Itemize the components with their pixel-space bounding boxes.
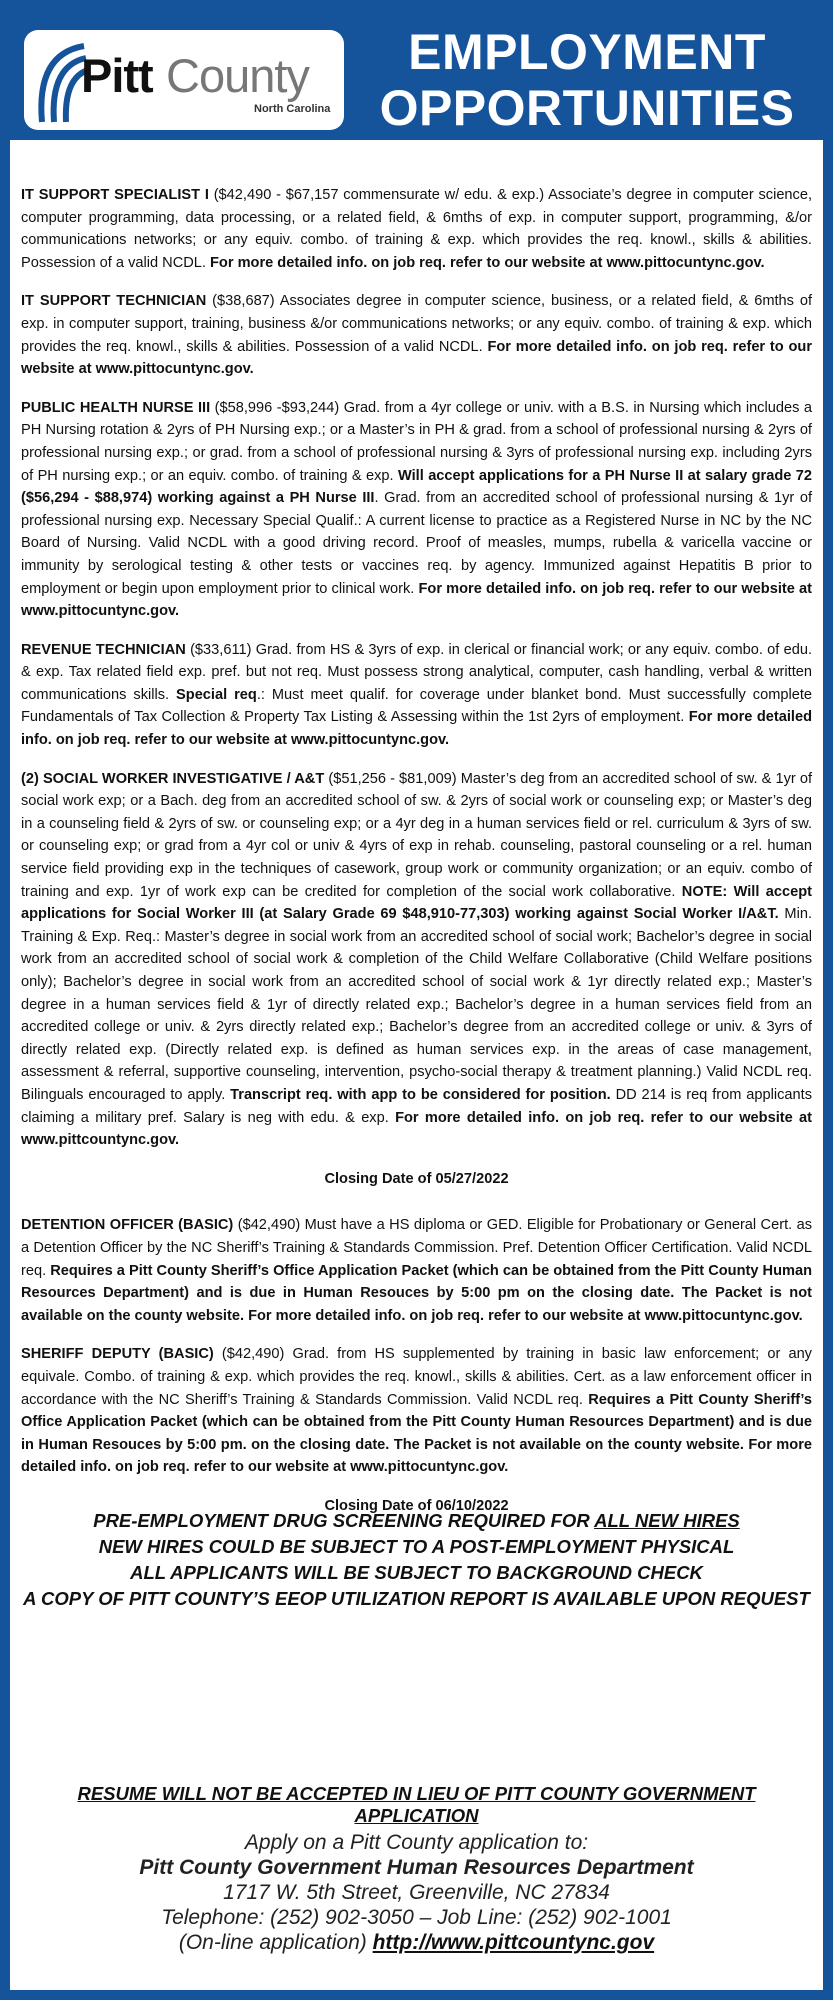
job-it-support-specialist (21, 184, 812, 274)
job-description-3: DD 214 is req from applicants claiming a military pref. Salary is neg with edu. & exp. (21, 1086, 812, 1126)
job-description: Master’s deg from an accredited school of sw. & 1yr of social work exp; or a Bach. deg from an accredited school of sw. & 2yrs of social work or counseling exp; or Master’s deg in a counseling field & 2yrs of sw. or counseling exp; or a 4yr deg in a human services field or rel. curriculum & 3yrs of sw. or counseling exp; or grad from a 4yr col or univ & 4yrs of exp in rehab. counseling, pastoral counseling or a rel. human service field providing exp in the techniques of casework, group work or community organization; or an equiv. combo of training and exp. 1yr of work exp can be credited for completion of the social work collaborative. (21, 770, 812, 900)
job-description-2: . Grad. from an accredited school of professional nursing & 1yr of professional nursing exp. Necessary Special Qualif.: A current license to practice as a Registered Nurse in NC by the NC Board of Nursing. Valid NCDL with a good driving record. Proof of measles, mumps, rubella & varicella vaccine or immunity by serological testing & other tests or vaccines req. by agency. Immunized against Hepatitis B prior to employment or begin upon employment prior to clinical work. (21, 490, 813, 597)
job-description-2: Min. Training & Exp. Req.: Master’s degree in social work from an accredited school of social work; Bachelor’s degree in social work from an accredited school of social work & completion of the Child Welfare Collaborative (Child Welfare positions only); Bachelor’s degree in social work from an accredited school of social work & 1yr directly related exp.; Master’s degree in a human services field & 1yr of directly related exp.; Bachelor’s degree in a human services field from an accredited college or univ. & 2yrs directly related exp.; Bachelor’s degree from an accredited college or univ. & 3yrs of directly related exp. (Directly related exp. is defined as human services exp. in the areas of case management, assessment & referral, supportive counseling, intervention, psycho-social therapy & treatment planning.) Valid NCDL req. Bilinguals encouraged to apply. (21, 906, 812, 1103)
notice-text: PRE-EMPLOYMENT DRUG SCREENING REQUIRED FOR (93, 1510, 595, 1531)
job-title: REVENUE TECHNICIAN (21, 641, 186, 658)
job-salary: ($58,996 -$93,244) (210, 399, 340, 416)
job-more-info: For more detailed info. on job req. refer to our website at www.pittocuntync.gov. (21, 338, 813, 378)
pitt-county-logo (24, 30, 344, 130)
job-description: Grad. from a 4yr college or univ. with a B.S. in Nursing which includes a PH Nursing rotation & 2yrs of PH Nursing exp.; or a Master’s in PH & grad. from a school of professional nursing & 2yrs of professional nursing exp.; or grad. from a school of professional nursing & 3yrs of professional nursing exp. including 2yrs of PH nursing exp.; or an equiv. combo. of training & exp. (21, 399, 812, 484)
job-salary: ($42,490 - $67,157 commensurate w/ edu. & exp.) (208, 187, 545, 203)
notice-background-check: ALL APPLICANTS WILL BE SUBJECT TO BACKGROUND CHECK (130, 1562, 703, 1583)
notice-drug-screening (21, 1508, 812, 1534)
logo-pitt-text: Pitt (81, 49, 153, 102)
title-line-2: OPPORTUNITIES (379, 80, 795, 136)
notice-physical: NEW HIRES COULD BE SUBJECT TO A POST-EMPLOYMENT PHYSICAL (98, 1536, 735, 1557)
job-more-info: For more detailed info. on job req. refer to our website at www.pittocuntync.gov. (21, 709, 812, 749)
page-header (0, 0, 833, 140)
job-listings (21, 184, 812, 1541)
job-more-info: For more detailed info. on job req. refer to our website at www.pittcountync.gov. (21, 1109, 812, 1149)
job-it-support-technician (21, 290, 812, 380)
job-detention-officer (21, 1214, 812, 1327)
title-line-1: EMPLOYMENT (408, 24, 766, 80)
job-more-info: For more detailed info. on job req. refer to our website at www.pittocuntync.gov. (210, 254, 765, 271)
job-description: Grad. from HS & 3yrs of exp. in clerical or financial work; or any equiv. combo. of edu. & exp. Tax related field exp. pref. but not req. Must possess strong analytical, computer, cash handling, verbal & written communications skills. (21, 641, 812, 703)
closing-date-2: Closing Date of 06/10/2022 (324, 1497, 509, 1514)
hiring-notices (21, 1508, 812, 1612)
job-more-info: Requires a Pitt County Sheriff’s Office Application Packet (which can be obtained from the Pitt County Human Resources Department) and is due in Human Resouces by 5:00 pm on the closing date. The Packet is not available on the county website. For more detailed info. on job req. refer to our website at www.pittocuntync.gov. (21, 1262, 813, 1324)
job-title: IT SUPPORT SPECIALIST I (21, 187, 209, 203)
job-revenue-technician (21, 639, 812, 752)
logo-county-text: County (166, 49, 309, 102)
job-title: (2) SOCIAL WORKER INVESTIGATIVE / A&T (21, 770, 325, 787)
job-special-req: Special req (176, 686, 257, 703)
job-salary: ($38,687) (206, 293, 275, 310)
job-title: PUBLIC HEALTH NURSE III (21, 399, 211, 416)
apply-online-link[interactable]: http://www.pittcountync.gov (372, 1931, 655, 1954)
job-note: NOTE: Will accept applications for Social Worker III (at Salary Grade 69 $48,910-77,303) working against Social Worker I/A&T. (21, 883, 812, 923)
job-social-worker (21, 768, 812, 1152)
job-transcript-note: Transcript req. with app to be considered for position. (230, 1086, 611, 1103)
job-more-info: Requires a Pitt County Sheriff’s Office Application Packet (which can be obtained from the Pitt County Human Resources Department) and is due in Human Resouces by 5:00 pm. on the closing date. The Packet is not available on the county website. For more detailed info. on job req. refer to our website at www.pittocuntync.gov. (21, 1391, 812, 1476)
apply-info (21, 1830, 812, 1955)
job-description: Associates degree in computer science, business, or a related field, & 6mths of exp. in computer support, training, business &/or communications networks; or any equiv. combo. of training & exp. which provides the req. knowl., skills & abilities. Possession of a valid NCDL. (21, 293, 813, 355)
job-public-health-nurse (21, 397, 812, 623)
notice-emphasis: ALL NEW HIRES (594, 1510, 740, 1531)
job-sheriff-deputy (21, 1343, 812, 1479)
job-note: Will accept applications for a PH Nurse II at salary grade 72 ($56,294 - $88,974) working against a PH Nurse III (21, 467, 812, 507)
job-title: IT SUPPORT TECHNICIAN (21, 293, 207, 310)
resume-notice: RESUME WILL NOT BE ACCEPTED IN LIEU OF PITT COUNTY GOVERNMENT APPLICATION (77, 1783, 756, 1826)
apply-telephone: Telephone: (252) 902-3050 – Job Line: (252) 902-1001 (161, 1906, 672, 1929)
notice-eeop-report: A COPY OF PITT COUNTY’S EEOP UTILIZATION REPORT IS AVAILABLE UPON REQUEST (23, 1588, 810, 1609)
job-description: Grad. from HS supplemented by training in basic law enforcement; or any equivale. Combo. of training & exp. which provides the req. knowl., skills & abilities. Cert. as a law enforcement officer in accordance with the NC Sheriff’s Training & Standards Commission. Valid NCDL req. (21, 1346, 812, 1408)
apply-online-label: (On-line application) (178, 1931, 373, 1954)
logo-state-text: North Carolina (254, 103, 331, 115)
apply-address: 1717 W. 5th Street, Greenville, NC 27834 (223, 1881, 610, 1904)
apply-intro: Apply on a Pitt County application to: (244, 1831, 589, 1854)
job-description: Must have a HS diploma or GED. Eligible for Probationary or General Cert. as a Detention Officer by the NC Sheriff’s Training & Standards Commission. Pref. Detention Officer Certification. Valid NCDL req. (21, 1217, 812, 1279)
apply-department: Pitt County Government Human Resources Department (139, 1856, 694, 1879)
job-more-info: For more detailed info. on job req. refer to our website at www.pittocuntync.gov. (21, 580, 812, 620)
apply-online (21, 1930, 812, 1955)
job-description-2: .: Must meet qualif. for coverage under blanket bond. Must successfully complete Fundamentals of Tax Collection & Property Tax Listing & Assessing within the 1st 2yrs of employment. (21, 686, 812, 726)
job-description: Associate’s degree in computer science, computer programming, data processing, or a related field, & 6mths of exp. in computer support, programming, &/or communications networks; or any equiv. combo. of training & exp. which provides the req. knowl., skills & abilities. Possession of a valid NCDL. (21, 187, 813, 271)
job-title: SHERIFF DEPUTY (BASIC) (21, 1346, 214, 1363)
job-salary: ($42,490) (213, 1346, 285, 1363)
job-salary: ($33,611) (185, 641, 252, 658)
job-salary: ($42,490) (233, 1217, 301, 1234)
job-salary: ($51,256 - $81,009) (324, 770, 457, 787)
job-title: DETENTION OFFICER (BASIC) (21, 1217, 234, 1234)
closing-date-1: Closing Date of 05/27/2022 (324, 1170, 509, 1187)
page-title (352, 24, 822, 136)
